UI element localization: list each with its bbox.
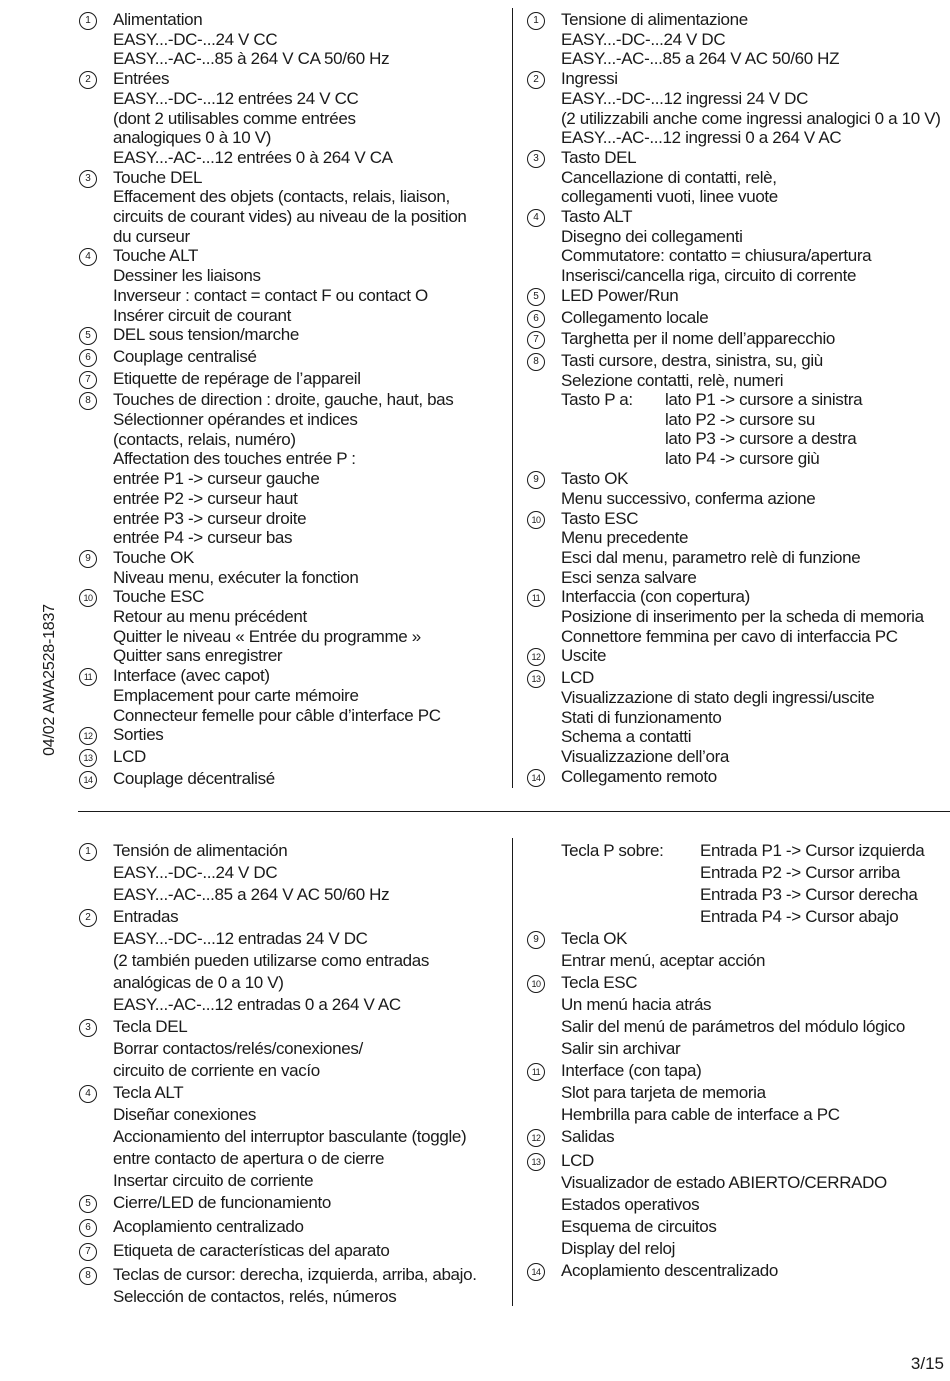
- item-detail: entrée P4 -> curseur bas: [113, 528, 293, 548]
- item-number-badge: 2: [79, 71, 97, 89]
- p-key-mapping: lato P1 -> cursore a sinistra: [665, 390, 863, 409]
- item-title: Touche ALT: [113, 246, 199, 266]
- p-key-label: Tecla P sobre:: [561, 841, 664, 860]
- item-title: Couplage centralisé: [113, 346, 257, 366]
- item-detail: Esquema de circuitos: [561, 1217, 717, 1236]
- item-title: Teclas de cursor: derecha, izquierda, arriba, abajo.: [113, 1265, 477, 1284]
- item-title: Touche OK: [113, 547, 194, 567]
- item-number-badge: 4: [527, 209, 545, 227]
- item-detail: Visualizzazione dell’ora: [561, 746, 730, 766]
- p-key-mapping: Entrada P2 -> Cursor arriba: [700, 863, 900, 882]
- item-detail: du curseur: [113, 226, 190, 246]
- item-title: Acoplamiento centralizado: [113, 1217, 304, 1236]
- item-detail: EASY...-AC-...85 a 264 V AC 50/60 Hz: [113, 885, 390, 904]
- p-key-mapping: Entrada P3 -> Cursor derecha: [700, 885, 918, 904]
- item-detail: Emplacement pour carte mémoire: [113, 685, 359, 705]
- item-detail: Connecteur femelle pour câble d’interface PC: [113, 705, 441, 725]
- item-detail: Effacement des objets (contacts, relais, liaison,: [113, 187, 450, 207]
- p-key-mapping: Entrada P4 -> Cursor abajo: [700, 907, 899, 926]
- item-detail: (contacts, relais, numéro): [113, 429, 296, 449]
- item-title: Couplage décentralisé: [113, 768, 275, 788]
- item-number-badge: 2: [527, 71, 545, 89]
- item-detail: Selezione contatti, relè, numeri: [561, 370, 784, 390]
- item-title: LCD: [561, 668, 594, 688]
- item-detail: Esci senza salvare: [561, 567, 697, 587]
- item-detail: Menu successivo, conferma azione: [561, 488, 816, 508]
- item-title: Entrées: [113, 69, 170, 89]
- item-number-badge: 12: [527, 1129, 545, 1147]
- item-detail: EASY...-DC-...24 V CC: [113, 29, 278, 49]
- item-title: Collegamento remoto: [561, 766, 717, 786]
- item-detail: Salir sin archivar: [561, 1039, 681, 1058]
- item-number-badge: 10: [79, 589, 97, 607]
- item-number-badge: 14: [527, 1263, 545, 1281]
- item-number-badge: 11: [79, 668, 97, 686]
- item-number-badge: 3: [79, 170, 97, 188]
- item-title: LCD: [113, 746, 146, 766]
- item-number-badge: 9: [527, 471, 545, 489]
- item-title: Tecla OK: [561, 929, 628, 948]
- item-detail: Entrar menú, aceptar acción: [561, 951, 766, 970]
- item-detail: Slot para tarjeta de memoria: [561, 1083, 766, 1102]
- item-detail: entrée P3 -> curseur droite: [113, 508, 307, 528]
- item-detail: Posizione di inserimento per la scheda di memoria: [561, 607, 924, 626]
- item-number-badge: 10: [527, 511, 545, 529]
- page-number: 3/15: [910, 1354, 944, 1373]
- item-detail: Commutatore: contatto = chiusura/apertura: [561, 246, 872, 266]
- item-detail: EASY...-DC-...12 ingressi 24 V DC: [561, 88, 809, 108]
- item-detail: EASY...-AC-...12 ingressi 0 a 264 V AC: [561, 128, 842, 148]
- item-title: Touche ESC: [113, 587, 204, 607]
- item-number-badge: 12: [527, 648, 545, 666]
- item-title: Alimentation: [113, 10, 203, 29]
- item-number-badge: 13: [527, 1153, 545, 1171]
- item-number-badge: 12: [79, 727, 97, 745]
- item-detail: Retour au menu précédent: [113, 607, 307, 626]
- item-detail: Accionamiento del interruptor basculante (toggle): [113, 1127, 467, 1146]
- item-title: LED Power/Run: [561, 285, 679, 305]
- item-number-badge: 7: [527, 331, 545, 349]
- section-divider: [78, 811, 950, 812]
- item-detail: Esci dal menu, parametro relè di funzione: [561, 547, 861, 567]
- item-title: Etiquette de repérage de l’appareil: [113, 368, 361, 388]
- item-number-badge: 6: [79, 1219, 97, 1237]
- item-detail: Insérer circuit de courant: [113, 305, 291, 325]
- item-title: DEL sous tension/marche: [113, 325, 299, 345]
- item-detail: Schema a contatti: [561, 727, 692, 747]
- item-detail: Niveau menu, exécuter la fonction: [113, 567, 359, 587]
- item-title: Sorties: [113, 725, 164, 745]
- item-number-badge: 7: [79, 1243, 97, 1261]
- item-title: Acoplamiento descentralizado: [561, 1261, 779, 1280]
- p-key-mapping: lato P4 -> cursore giù: [665, 449, 820, 469]
- item-title: Tasto OK: [561, 469, 629, 489]
- item-detail: Stati di funzionamento: [561, 707, 722, 727]
- p-key-mapping: lato P2 -> cursore su: [665, 409, 815, 429]
- item-detail: collegamenti vuoti, linee vuote: [561, 187, 778, 207]
- item-number-badge: 5: [527, 288, 545, 306]
- item-title: LCD: [561, 1151, 594, 1170]
- item-number-badge: 2: [79, 909, 97, 927]
- item-title: Salidas: [561, 1127, 615, 1146]
- item-number-badge: 14: [527, 769, 545, 787]
- item-number-badge: 1: [79, 12, 97, 30]
- item-number-badge: 4: [79, 248, 97, 266]
- item-number-badge: 13: [79, 749, 97, 767]
- item-detail: Inverseur : contact = contact F ou contact O: [113, 285, 428, 305]
- p-key-mapping: lato P3 -> cursore a destra: [665, 429, 857, 449]
- item-title: Etiqueta de características del aparato: [113, 1241, 390, 1260]
- item-detail: analogiques 0 à 10 V): [113, 128, 272, 148]
- item-detail: Connettore femmina per cavo di interfaccia PC: [561, 626, 898, 646]
- item-title: Tasti cursore, destra, sinistra, su, giù: [561, 350, 823, 370]
- item-title: Tasto ALT: [561, 207, 633, 226]
- item-number-badge: 3: [527, 150, 545, 168]
- item-detail: Insertar circuito de corriente: [113, 1171, 314, 1190]
- item-number-badge: 4: [79, 1085, 97, 1103]
- item-number-badge: 11: [527, 589, 545, 607]
- item-detail: circuits de courant vides) au niveau de la position: [113, 207, 467, 226]
- item-title: Tensione di alimentazione: [561, 10, 748, 29]
- item-detail: EASY...-AC-...85 a 264 V AC 50/60 HZ: [561, 49, 840, 69]
- item-title: Interfaccia (con copertura): [561, 587, 750, 607]
- item-detail: Quitter sans enregistrer: [113, 646, 283, 666]
- item-title: Tasto ESC: [561, 508, 639, 528]
- item-title: Tecla ALT: [113, 1083, 184, 1102]
- item-detail: entrée P2 -> curseur haut: [113, 488, 298, 508]
- p-key-label: Tasto P a:: [561, 390, 633, 409]
- item-detail: Display del reloj: [561, 1239, 676, 1258]
- column-divider-bottom: [512, 838, 513, 1306]
- item-title: Uscite: [561, 646, 607, 666]
- item-detail: Affectation des touches entrée P :: [113, 449, 356, 469]
- item-title: Entradas: [113, 907, 179, 926]
- item-title: Touches de direction : droite, gauche, haut, bas: [113, 390, 454, 410]
- item-title: Interface (con tapa): [561, 1061, 702, 1080]
- item-number-badge: 6: [527, 310, 545, 328]
- item-detail: Visualizzazione di stato degli ingressi/uscite: [561, 687, 875, 707]
- item-detail: (2 utilizzabili anche come ingressi analogici 0 a 10 V): [561, 108, 941, 128]
- item-title: Collegamento locale: [561, 307, 709, 327]
- item-detail: EASY...-AC-...12 entradas 0 a 264 V AC: [113, 995, 401, 1014]
- item-detail: EASY...-AC-...85 à 264 V CA 50/60 Hz: [113, 49, 390, 69]
- item-number-badge: 8: [79, 392, 97, 410]
- item-detail: Sélectionner opérandes et indices: [113, 410, 358, 429]
- item-detail: EASY...-DC-...24 V DC: [561, 29, 726, 49]
- item-number-badge: 5: [79, 327, 97, 345]
- item-detail: Menu precedente: [561, 528, 689, 548]
- item-detail: Un menú hacia atrás: [561, 995, 712, 1014]
- item-detail: Quitter le niveau « Entrée du programme »: [113, 626, 421, 646]
- item-title: Cierre/LED de funcionamiento: [113, 1193, 331, 1212]
- item-detail: Salir del menú de parámetros del módulo lógico: [561, 1017, 905, 1036]
- item-detail: entrée P1 -> curseur gauche: [113, 469, 320, 489]
- item-detail: Borrar contactos/relés/conexiones/: [113, 1039, 363, 1058]
- item-detail: (2 también pueden utilizarse como entradas: [113, 951, 430, 970]
- item-detail: EASY...-DC-...12 entrées 24 V CC: [113, 88, 359, 108]
- p-key-mapping: Entrada P1 -> Cursor izquierda: [700, 841, 925, 860]
- item-number-badge: 9: [79, 550, 97, 568]
- item-number-badge: 8: [79, 1267, 97, 1285]
- item-number-badge: 8: [527, 353, 545, 371]
- item-title: Interface (avec capot): [113, 666, 270, 686]
- item-detail: Selección de contactos, relés, números: [113, 1287, 397, 1306]
- item-title: Tasto DEL: [561, 147, 637, 167]
- item-detail: Cancellazione di contatti, relè,: [561, 167, 777, 187]
- item-number-badge: 9: [527, 931, 545, 949]
- item-number-badge: 6: [79, 349, 97, 367]
- item-detail: circuito de corriente en vacío: [113, 1061, 320, 1080]
- column-divider-top: [512, 8, 513, 788]
- item-number-badge: 14: [79, 771, 97, 789]
- item-detail: (dont 2 utilisables comme entrées: [113, 108, 356, 128]
- item-number-badge: 13: [527, 670, 545, 688]
- item-detail: Disegno dei collegamenti: [561, 226, 743, 246]
- item-number-badge: 1: [527, 12, 545, 30]
- item-detail: entre contacto de apertura o de cierre: [113, 1149, 385, 1168]
- item-detail: Estados operativos: [561, 1195, 700, 1214]
- item-number-badge: 10: [527, 975, 545, 993]
- item-title: Touche DEL: [113, 167, 203, 187]
- item-detail: Inserisci/cancella riga, circuito di corrente: [561, 266, 857, 286]
- item-detail: EASY...-DC-...12 entradas 24 V DC: [113, 929, 368, 948]
- item-detail: Hembrilla para cable de interface a PC: [561, 1105, 840, 1124]
- item-number-badge: 5: [79, 1195, 97, 1213]
- item-title: Targhetta per il nome dell’apparecchio: [561, 329, 835, 349]
- item-number-badge: 3: [79, 1019, 97, 1037]
- item-detail: EASY...-AC-...12 entrées 0 à 264 V CA: [113, 147, 393, 167]
- item-title: Tecla ESC: [561, 973, 638, 992]
- item-title: Tensión de alimentación: [113, 841, 288, 860]
- item-title: Tecla DEL: [113, 1017, 188, 1036]
- item-number-badge: 11: [527, 1063, 545, 1081]
- item-detail: Diseñar conexiones: [113, 1105, 257, 1124]
- item-detail: analógicas de 0 a 10 V): [113, 973, 284, 992]
- item-detail: Visualizador de estado ABIERTO/CERRADO: [561, 1173, 887, 1192]
- item-title: Ingressi: [561, 69, 618, 89]
- item-number-badge: 7: [79, 371, 97, 389]
- document-reference: 04/02 AWA2528-1837: [41, 604, 58, 756]
- item-detail: Dessiner les liaisons: [113, 266, 261, 286]
- item-number-badge: 1: [79, 843, 97, 861]
- item-detail: EASY...-DC-...24 V DC: [113, 863, 278, 882]
